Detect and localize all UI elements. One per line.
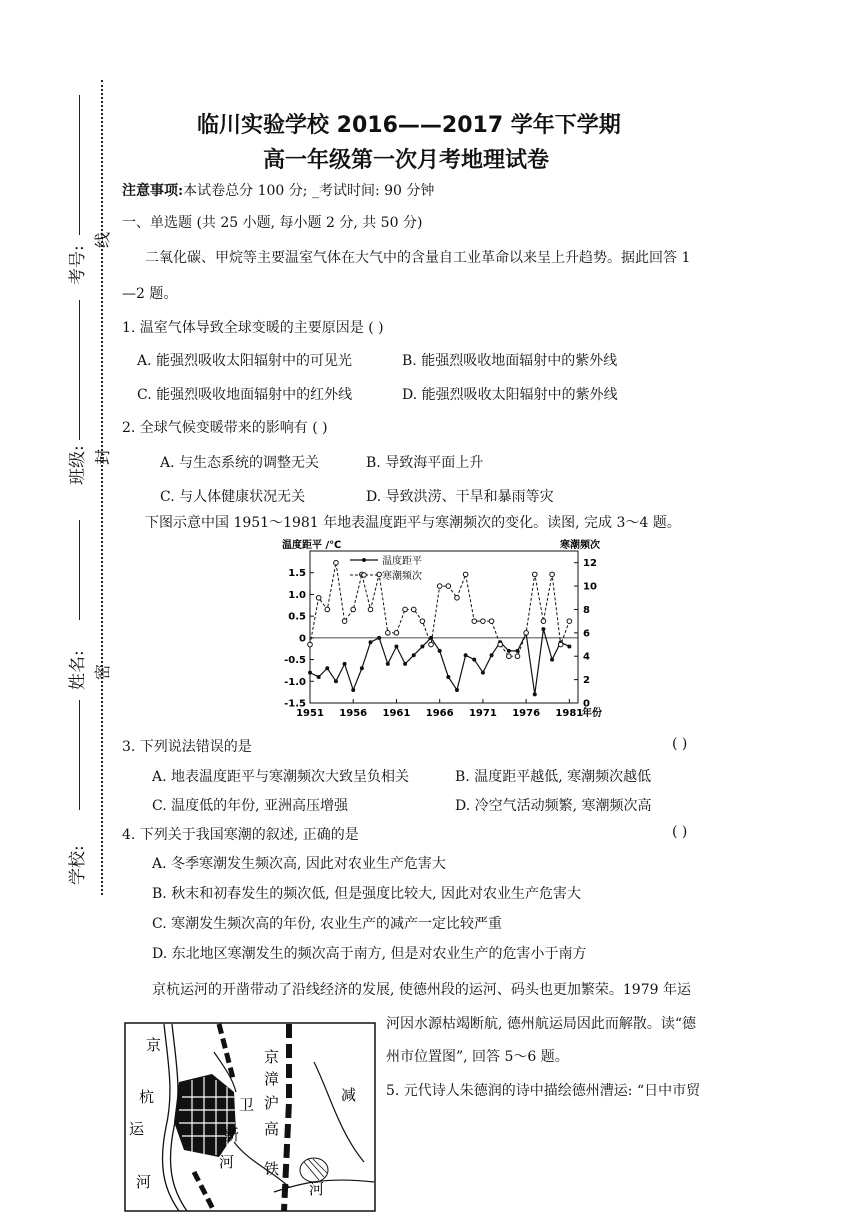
- temperature-point: [464, 653, 468, 657]
- right-tick-label: 4: [583, 651, 590, 663]
- temperature-point: [325, 666, 329, 670]
- q2-option-b[interactable]: B. 导致海平面上升: [366, 455, 484, 471]
- label-hu: 沪: [264, 1094, 280, 1112]
- label-jing-2: 京: [264, 1048, 280, 1066]
- x-axis-label: 年份: [582, 708, 602, 719]
- left-axis-label: 温度距平 /℃: [282, 540, 342, 551]
- school-label: 学校:: [68, 845, 88, 885]
- coldwave-frequency-line: [310, 563, 569, 657]
- coldwave-point: [342, 619, 347, 624]
- class-label: 班级:: [68, 445, 88, 485]
- temperature-point: [550, 658, 554, 662]
- temperature-point: [386, 662, 390, 666]
- temperature-point: [420, 645, 424, 649]
- q4-option-a[interactable]: A. 冬季寒潮发生频次高, 因此对农业生产危害大: [152, 856, 446, 872]
- q2-option-a[interactable]: A. 与生态系统的调整无关: [160, 455, 320, 471]
- section-heading: 一、单选题 (共 25 小题, 每小题 2 分, 共 50 分): [122, 215, 423, 231]
- seal-line-char: 线: [93, 231, 112, 248]
- legend-coldwave-label: 寒潮频次: [382, 571, 422, 582]
- coldwave-point: [481, 619, 486, 624]
- label-he-1: 河: [136, 1173, 152, 1191]
- x-tick-label: 1951: [296, 708, 324, 719]
- temperature-point: [438, 649, 442, 653]
- legend-coldwave-marker: [362, 573, 367, 578]
- notice-label: 注意事项:: [122, 183, 184, 199]
- coldwave-point: [550, 572, 555, 577]
- binding-dotted-line: [101, 80, 103, 895]
- label-he-3: 河: [309, 1180, 325, 1198]
- coldwave-point: [316, 595, 321, 600]
- intro-5-6-cont: 河因水源枯竭断航, 德州航运局因此而解散。读“德: [386, 1016, 697, 1032]
- q2-option-c[interactable]: C. 与人体健康状况无关: [160, 489, 306, 505]
- label-wei: 卫: [239, 1096, 255, 1114]
- label-xin: 新: [224, 1126, 240, 1144]
- coldwave-point: [498, 642, 503, 647]
- q2-option-d[interactable]: D. 导致洪涝、干旱和暴雨等灾: [366, 489, 554, 505]
- coldwave-point: [308, 642, 313, 647]
- x-tick-label: 1966: [425, 708, 454, 719]
- left-tick-label: 1.5: [288, 568, 306, 580]
- temperature-point: [455, 688, 459, 692]
- q1-stem: 1. 温室气体导致全球变暖的主要原因是 ( ): [122, 320, 384, 336]
- q3-option-b[interactable]: B. 温度距平越低, 寒潮频次越低: [455, 769, 652, 785]
- right-tick-label: 12: [583, 558, 597, 570]
- x-tick-label: 1976: [512, 708, 541, 719]
- x-tick-label: 1981: [555, 708, 584, 719]
- temperature-point: [308, 671, 312, 675]
- coldwave-point: [455, 595, 460, 600]
- notice-text: 本试卷总分 100 分; _考试时间: 90 分钟: [183, 183, 435, 199]
- temperature-point: [394, 645, 398, 649]
- temperature-point: [351, 688, 355, 692]
- temperature-point: [507, 649, 511, 653]
- temperature-point: [490, 653, 494, 657]
- temperature-point: [343, 662, 347, 666]
- coldwave-point: [411, 607, 416, 612]
- name-underline: [79, 700, 80, 810]
- exam-title-line2: 高一年级第一次月考地理试卷: [263, 148, 550, 173]
- coldwave-point: [377, 572, 382, 577]
- q3-option-c[interactable]: C. 温度低的年份, 亚洲高压增强: [152, 798, 349, 814]
- intro-5-6: 京杭运河的开凿带动了沿线经济的发展, 使德州段的运河、码头也更加繁荣。1979 年运: [152, 982, 691, 998]
- q4-answer-paren: ( ): [672, 824, 688, 840]
- name-label: 姓名:: [68, 650, 88, 690]
- right-tick-label: 2: [583, 675, 590, 687]
- temperature-point: [369, 640, 373, 644]
- coldwave-point: [403, 607, 408, 612]
- right-tick-label: 10: [583, 581, 597, 593]
- label-jing: 京: [146, 1036, 162, 1054]
- label-jian: 减: [341, 1086, 357, 1104]
- temperature-anomaly-line: [310, 629, 569, 694]
- temperature-point: [446, 675, 450, 679]
- intro-1-2: 二氧化碳、甲烷等主要温室气体在大气中的含量自工业革命以来呈上升趋势。据此回答 1: [145, 250, 691, 266]
- notice: [122, 180, 434, 200]
- q5-stem: 5. 元代诗人朱德润的诗中描绘德州漕运: “日中市贸: [386, 1083, 701, 1099]
- coldwave-point: [394, 631, 399, 636]
- coldwave-point: [558, 642, 563, 647]
- name-underline-top: [79, 520, 80, 620]
- temperature-point: [481, 671, 485, 675]
- coldwave-point: [567, 619, 572, 624]
- dezhou-location-map: [124, 1022, 376, 1212]
- q3-option-a[interactable]: A. 地表温度距平与寒潮频次大致呈负相关: [152, 769, 410, 785]
- left-tick-label: -0.5: [284, 655, 306, 667]
- temperature-point: [412, 653, 416, 657]
- label-zhang: 漳: [264, 1070, 280, 1088]
- seal-mi-char: 密: [93, 663, 112, 680]
- coldwave-point: [472, 619, 477, 624]
- label-yun: 运: [129, 1120, 145, 1138]
- temperature-point: [533, 692, 537, 696]
- intro-1-2-cont: —2 题。: [122, 286, 178, 302]
- left-tick-label: 1.0: [288, 589, 306, 601]
- coldwave-point: [420, 619, 425, 624]
- q4-stem: 4. 下列关于我国寒潮的叙述, 正确的是: [122, 827, 359, 843]
- label-tie: 铁: [264, 1160, 280, 1178]
- temperature-point: [567, 645, 571, 649]
- temperature-point: [360, 666, 364, 670]
- q4-option-c[interactable]: C. 寒潮发生频次高的年份, 农业生产的减产一定比较严重: [152, 916, 503, 932]
- coldwave-point: [325, 607, 330, 612]
- left-tick-label: 0.5: [288, 611, 306, 623]
- temperature-point: [472, 658, 476, 662]
- q1-option-d[interactable]: D. 能强烈吸收太阳辐射中的紫外线: [402, 387, 618, 403]
- exam-no-label: 考号:: [68, 245, 88, 285]
- class-underline: [79, 300, 80, 440]
- coldwave-point: [524, 631, 529, 636]
- temperature-point: [403, 662, 407, 666]
- coldwave-point: [532, 572, 537, 577]
- left-tick-label: 0: [299, 633, 306, 645]
- left-tick-label: -1.0: [284, 676, 306, 688]
- coldwave-point: [541, 619, 546, 624]
- right-tick-label: 0: [583, 698, 590, 710]
- coldwave-point: [429, 642, 434, 647]
- q1-option-b[interactable]: B. 能强烈吸收地面辐射中的紫外线: [402, 353, 618, 369]
- coldwave-point: [437, 584, 442, 589]
- q1-option-a[interactable]: A. 能强烈吸收太阳辐射中的可见光: [137, 353, 353, 369]
- legend-temp-label: 温度距平: [382, 556, 422, 567]
- q4-option-d[interactable]: D. 东北地区寒潮发生的频次高于南方, 但是对农业生产的危害小于南方: [152, 946, 587, 962]
- label-hang: 杭: [139, 1088, 155, 1106]
- coldwave-point: [351, 607, 356, 612]
- q3-answer-paren: ( ): [672, 736, 688, 752]
- seal-feng-char: 封: [93, 448, 112, 465]
- coldwave-point: [334, 560, 339, 565]
- temperature-point: [317, 675, 321, 679]
- x-tick-label: 1971: [468, 708, 497, 719]
- q3-stem: 3. 下列说法错误的是: [122, 739, 252, 755]
- temperature-point: [377, 636, 381, 640]
- coldwave-point: [368, 607, 373, 612]
- right-tick-label: 6: [583, 628, 590, 640]
- temperature-point: [334, 679, 338, 683]
- label-gao: 高: [264, 1120, 280, 1138]
- coldwave-point: [386, 631, 391, 636]
- exam-no-underline: [79, 95, 80, 235]
- intro-3-4: 下图示意中国 1951～1981 年地表温度距平与寒潮频次的变化。读图, 完成 3～4 题。: [145, 515, 681, 531]
- q3-option-d[interactable]: D. 冷空气活动频繁, 寒潮频次高: [455, 798, 652, 814]
- coldwave-point: [507, 654, 512, 659]
- right-tick-label: 8: [583, 604, 590, 616]
- coldwave-point: [463, 572, 468, 577]
- temperature-point: [541, 627, 545, 631]
- x-tick-label: 1956: [339, 708, 368, 719]
- exam-title-line1: 临川实验学校 2016——2017 学年下学期: [197, 113, 621, 138]
- q2-stem: 2. 全球气候变暖带来的影响有 ( ): [122, 420, 328, 436]
- q1-option-c[interactable]: C. 能强烈吸收地面辐射中的红外线: [137, 387, 353, 403]
- right-axis-label: 寒潮频次: [560, 540, 600, 551]
- coldwave-point: [515, 654, 520, 659]
- coldwave-point: [446, 584, 451, 589]
- coldwave-point: [489, 619, 494, 624]
- q4-option-b[interactable]: B. 秋末和初春发生的频次低, 但是强度比较大, 因此对农业生产危害大: [152, 886, 581, 902]
- x-tick-label: 1961: [382, 708, 411, 719]
- label-he-2: 河: [219, 1153, 235, 1171]
- legend-temp-marker: [362, 558, 366, 562]
- temperature-coldwave-chart: [280, 537, 640, 722]
- intro-5-6-cont2: 州市位置图”, 回答 5～6 题。: [386, 1049, 569, 1065]
- left-tick-label: -1.5: [284, 698, 306, 710]
